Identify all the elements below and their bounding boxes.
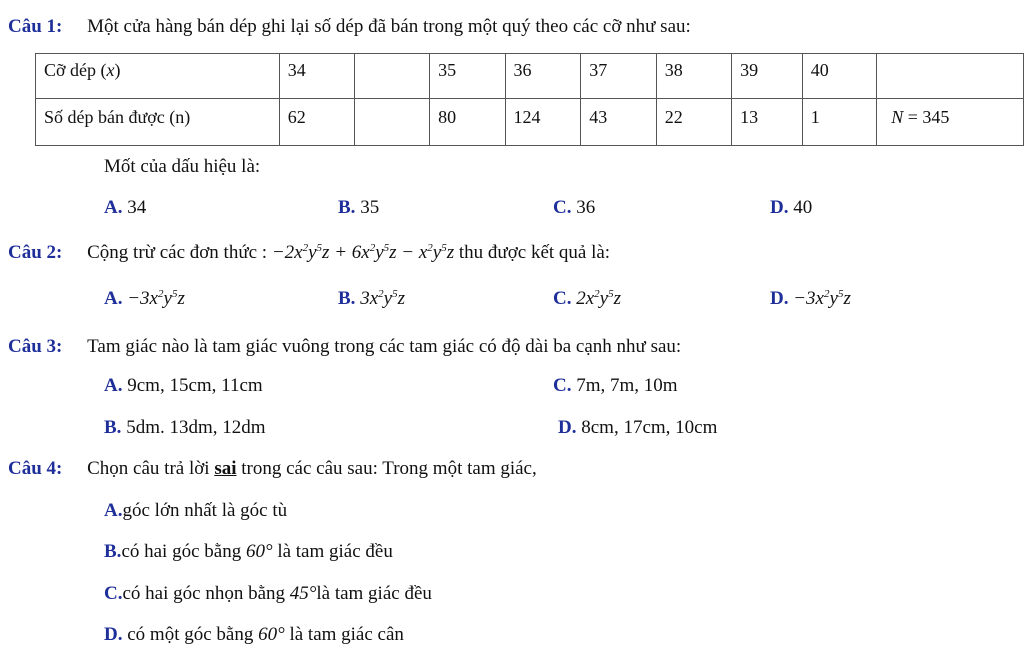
table-row-counts: [36, 99, 1024, 146]
table-cell: 1: [802, 99, 876, 146]
q3-option-c[interactable]: C. 7m, 7m, 10m: [553, 375, 678, 396]
question-3: [8, 336, 681, 358]
question-4-label: Câu 4:: [8, 458, 63, 479]
question-1-prompt: Mốt của dấu hiệu là:: [104, 156, 261, 177]
q1-option-d[interactable]: D. 40: [770, 197, 813, 218]
table-cell: 38: [656, 54, 731, 99]
table-cell: 22: [656, 99, 731, 146]
angle-value: 45°: [289, 583, 317, 604]
table-cell: 37: [581, 54, 656, 99]
question-4-text: Chọn câu trả lời sai trong các câu sau: Trong một tam giác,: [87, 458, 537, 479]
table-cell: [355, 54, 430, 99]
table-cell-total: N = 345: [877, 99, 1024, 146]
table-cell: 34: [279, 54, 354, 99]
table-cell: 124: [505, 99, 581, 146]
table-cell: [877, 54, 1024, 99]
question-1-label: Câu 1:: [8, 16, 63, 37]
table-row-sizes: [36, 54, 1024, 99]
q4-option-d[interactable]: D. có một góc bằng 60° là tam giác cân: [104, 624, 404, 645]
question-4: [8, 458, 537, 480]
q4-option-c[interactable]: C.có hai góc nhọn bằng 45°là tam giác đều: [104, 583, 432, 604]
table-cell: 39: [732, 54, 803, 99]
q1-option-c[interactable]: C. 36: [553, 197, 596, 218]
q1-option-b[interactable]: B. 35: [338, 197, 380, 218]
question-3-label: Câu 3:: [8, 336, 63, 357]
q2-option-d[interactable]: D. $-3x^2y^5z$: [770, 288, 851, 309]
table-cell: [355, 99, 430, 146]
question-2-text-after: thu được kết quả là:: [458, 242, 611, 263]
question-3-text: Tam giác nào là tam giác vuông trong các tam giác có độ dài ba cạnh như sau:: [87, 336, 682, 357]
table-cell: 13: [732, 99, 803, 146]
frequency-table: [35, 53, 1024, 146]
question-2-label: Câu 2:: [8, 242, 63, 263]
question-1-text: Một cửa hàng bán dép ghi lại số dép đã bán trong một quý theo các cỡ như sau:: [87, 16, 691, 37]
table-cell: 36: [505, 54, 581, 99]
angle-value: 60°: [258, 624, 285, 645]
question-2: [8, 242, 610, 264]
question-2-text: Cộng trừ các đơn thức :: [87, 242, 268, 263]
table-header-size: Cỡ dép (x): [36, 54, 280, 99]
q4-option-a[interactable]: A.góc lớn nhất là góc tù: [104, 500, 288, 521]
monomial-expression: $-2x^2y^5z + 6x^2y^5z - x^2y^5z$: [271, 242, 455, 263]
table-cell: 35: [430, 54, 505, 99]
question-1: [8, 16, 691, 38]
q2-option-a[interactable]: A. $-3x^2y^5z$: [104, 288, 185, 309]
table-cell: 40: [802, 54, 876, 99]
table-cell: 80: [430, 99, 505, 146]
table-cell: 43: [581, 99, 656, 146]
emphasis-sai: sai: [214, 458, 237, 479]
table-header-count: Số dép bán được (n): [36, 99, 280, 146]
q3-option-a[interactable]: A. 9cm, 15cm, 11cm: [104, 375, 263, 396]
q3-option-b[interactable]: B. 5dm. 13dm, 12dm: [104, 417, 266, 438]
q3-option-d[interactable]: D. 8cm, 17cm, 10cm: [558, 417, 718, 438]
angle-value: 60°: [245, 541, 273, 562]
q2-option-c[interactable]: C. $2x^2y^5z$: [553, 288, 622, 309]
q4-option-b[interactable]: B.có hai góc bằng 60° là tam giác đều: [104, 541, 393, 562]
q2-option-b[interactable]: B. $3x^2y^5z$: [338, 288, 405, 309]
table-cell: 62: [279, 99, 354, 146]
q1-option-a[interactable]: A. 34: [104, 197, 147, 218]
